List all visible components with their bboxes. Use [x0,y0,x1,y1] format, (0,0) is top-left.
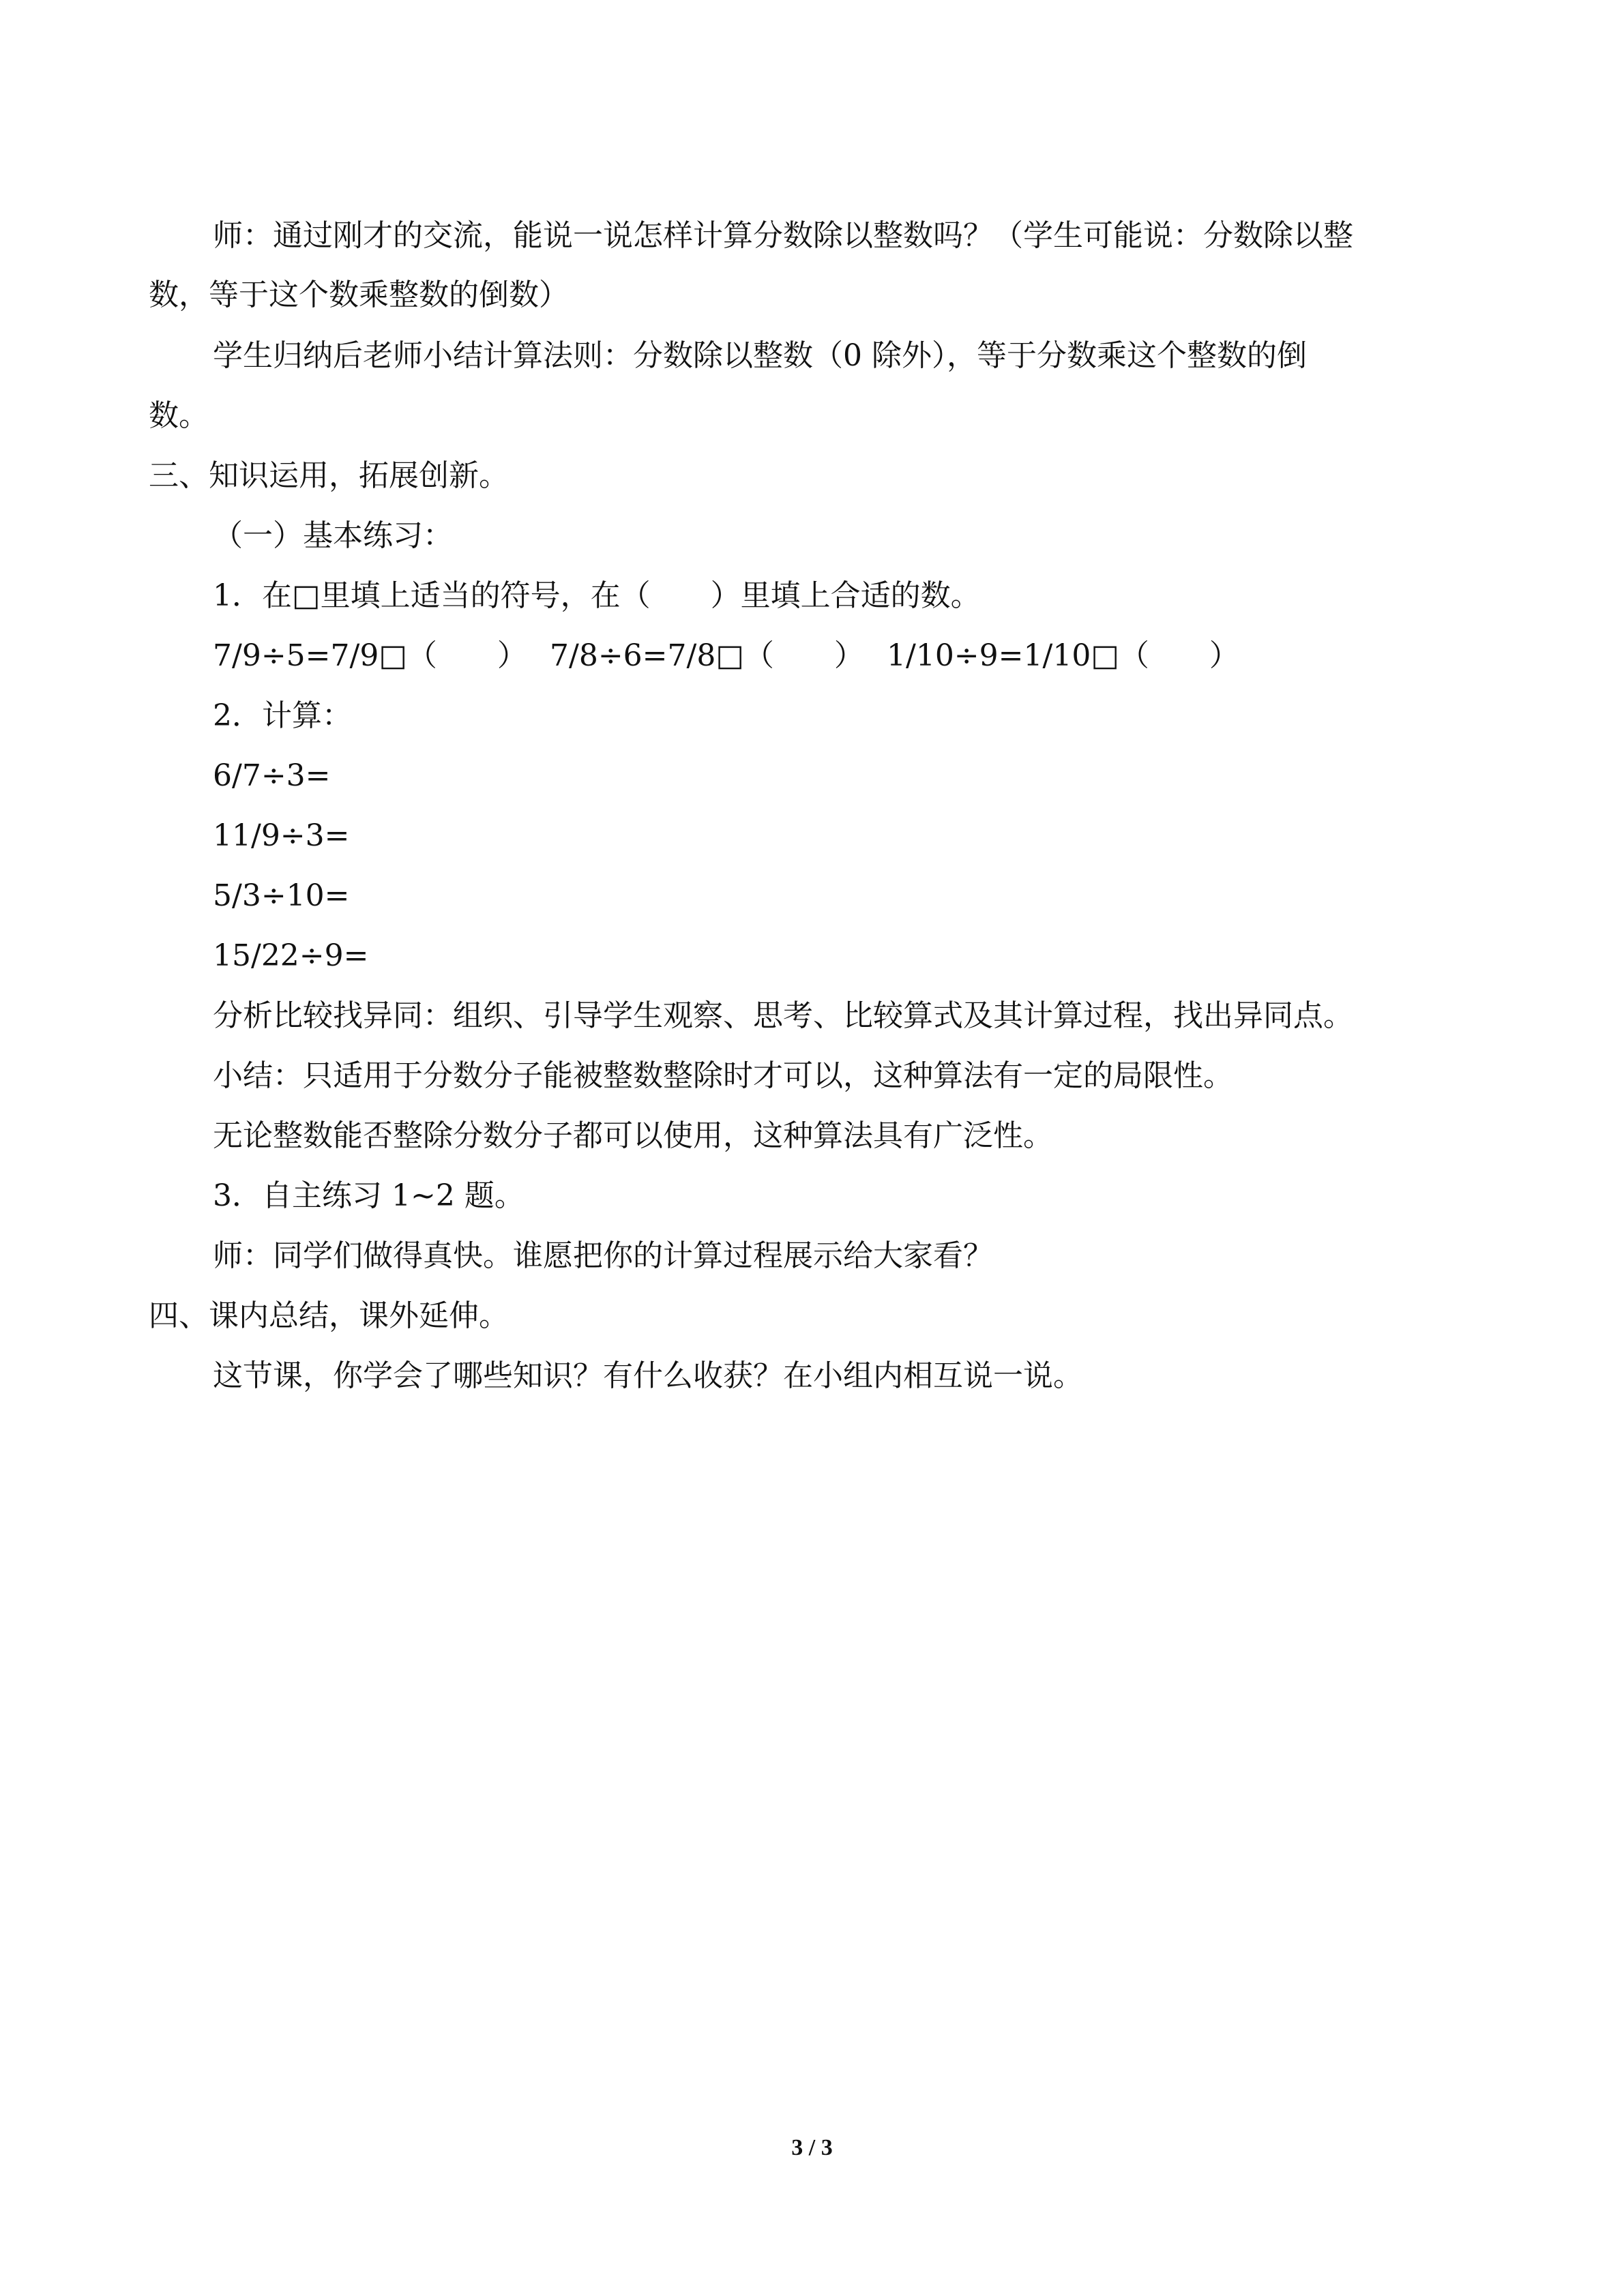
paragraph-teacher-question-cont: 数，等于这个数乘整数的倒数） [149,278,569,312]
paragraph-closing-question: 这节课，你学会了哪些知识？有什么收获？在小组内相互说一说。 [213,1358,1083,1393]
calc-item: 15/22÷9= [213,938,369,973]
paragraph-summary-general: 无论整数能否整除分数分子都可以使用，这种算法具有广泛性。 [213,1118,1053,1153]
exercise-3: 3．自主练习 1~2 题。 [213,1178,525,1213]
exercise-1-item-a: 7/9÷5=7/9□（ ） [213,638,527,673]
section-heading-3: 三、知识运用，拓展创新。 [149,458,509,493]
exercise-2-heading: 2．计算： [213,698,352,733]
exercise-1-item-c: 1/10÷9=1/10□（ ） [887,638,1239,673]
paragraph-teacher-question: 师：通过刚才的交流，能说一说怎样计算分数除以整数吗？（学生可能说：分数除以整 [213,218,1353,253]
page-number: 3 / 3 [791,2135,833,2160]
paragraph-teacher-prompt: 师：同学们做得真快。谁愿把你的计算过程展示给大家看？ [213,1238,993,1273]
paragraph-rule-summary: 学生归纳后老师小结计算法则：分数除以整数（0 除外），等于分数乘这个整数的倒 [213,338,1307,373]
paragraph-rule-summary-cont: 数。 [149,398,209,433]
section-heading-4: 四、课内总结，课外延伸。 [149,1298,509,1333]
exercise-1-instruction: 1．在□里填上适当的符号，在（ ）里填上合适的数。 [213,578,981,613]
subsection-basic-practice: （一）基本练习： [213,518,453,553]
calc-item: 5/3÷10= [213,878,350,913]
calc-item: 11/9÷3= [213,818,350,853]
paragraph-summary-limited: 小结：只适用于分数分子能被整数整除时才可以，这种算法有一定的局限性。 [213,1058,1233,1093]
paragraph-analysis: 分析比较找异同：组织、引导学生观察、思考、比较算式及其计算过程，找出异同点。 [213,998,1353,1033]
exercise-1-item-b: 7/8÷6=7/8□（ ） [550,638,864,673]
calc-item: 6/7÷3= [213,758,331,793]
